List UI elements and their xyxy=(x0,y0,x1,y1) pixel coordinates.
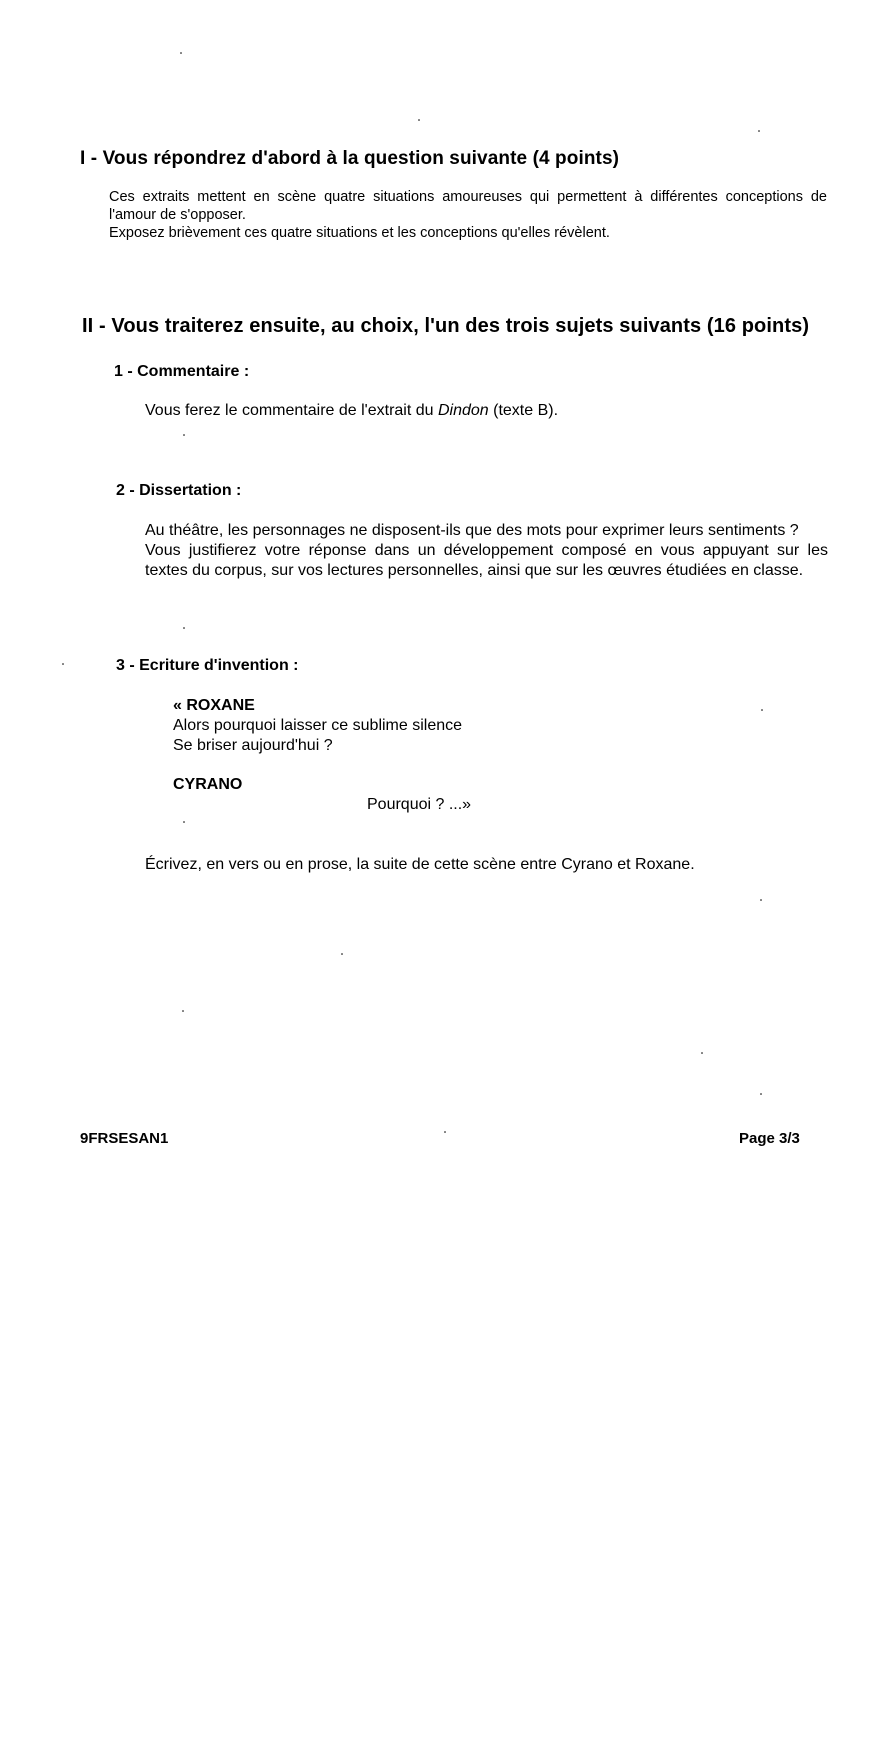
invention-title: 3 - Ecriture d'invention : xyxy=(116,657,299,674)
scan-speck xyxy=(760,899,762,901)
part1-paragraph-2: Exposez brièvement ces quatre situations et les conceptions qu'elles révèlent. xyxy=(109,225,610,241)
scan-speck xyxy=(180,52,182,54)
part1-body xyxy=(109,188,827,242)
verse-line-3: Pourquoi ? ...» xyxy=(367,796,472,813)
commentaire-text xyxy=(145,402,558,420)
scan-speck xyxy=(183,821,185,823)
footer-code xyxy=(80,1129,169,1147)
commentaire-title: 1 - Commentaire : xyxy=(114,363,250,380)
invention-instruction: Écrivez, en vers ou en prose, la suite de cette scène entre Cyrano et Roxane. xyxy=(145,856,695,873)
dissertation-paragraph-2: Vous justifierez votre réponse dans un développement composé en vous appuyant sur les textes du corpus, sur vos lectures personnelles, ainsi que sur les œuvres étudiées en classe. xyxy=(145,542,828,579)
footer-page-number xyxy=(739,1129,800,1147)
speaker-cyrano: CYRANO xyxy=(173,776,243,793)
scan-speck xyxy=(183,627,185,629)
scan-speck xyxy=(760,1093,762,1095)
verse-line-2: Se briser aujourd'hui ? xyxy=(173,737,333,754)
scan-speck xyxy=(418,119,420,121)
scan-speck xyxy=(701,1052,703,1054)
scan-speck xyxy=(62,663,64,665)
scan-speck xyxy=(182,1010,184,1012)
footer-code-text: 9FRSESAN1 xyxy=(80,1130,169,1147)
part2-heading: II - Vous traiterez ensuite, au choix, l'un des trois sujets suivants (16 points) xyxy=(82,315,810,337)
part1-heading: I - Vous répondrez d'abord à la question suivante (4 points) xyxy=(80,148,620,169)
scan-speck xyxy=(761,709,763,711)
dissertation-body xyxy=(145,521,828,581)
commentaire-text-before: Vous ferez le commentaire de l'extrait du xyxy=(145,402,438,419)
dissertation-title: 2 - Dissertation : xyxy=(116,482,242,499)
scan-speck xyxy=(341,953,343,955)
verse-line-1: Alors pourquoi laisser ce sublime silence xyxy=(173,717,463,734)
speaker-roxane: « ROXANE xyxy=(173,697,255,714)
scan-speck xyxy=(758,130,760,132)
commentaire-text-title: Dindon xyxy=(437,402,489,419)
part1-paragraph-1: Ces extraits mettent en scène quatre situations amoureuses qui permettent à différentes conceptions de l'amour de s'opposer. xyxy=(109,189,827,223)
footer-page-text: Page 3/3 xyxy=(739,1130,800,1147)
scan-speck xyxy=(444,1131,446,1133)
dissertation-paragraph-1: Au théâtre, les personnages ne disposent-ils que des mots pour exprimer leurs sentiments ? xyxy=(145,522,799,539)
scan-speck xyxy=(183,434,185,436)
commentaire-text-after: (texte B). xyxy=(488,402,559,419)
